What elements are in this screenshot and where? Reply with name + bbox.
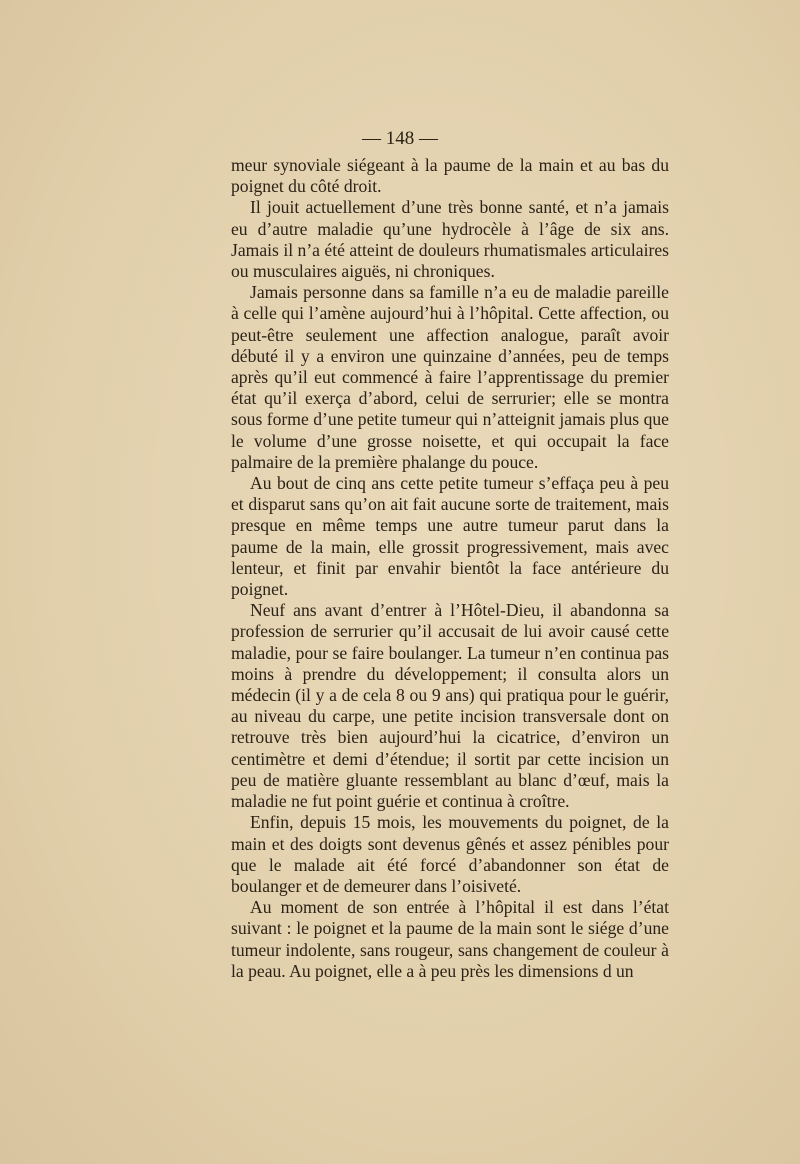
paragraph-5: Neuf ans avant d’entrer à l’Hôtel-Dieu, il abandonna sa profession de serrurier qu’il accusait de lui avoir causé cette maladie, pour se faire boulanger. La tumeur n’en continua pas moins à prendre du développement; il consulta alors un médecin (il y a de cela 8 ou 9 ans) qui pratiqua pour le guérir, au niveau du carpe, une petite incision transversale dont on retrouve très bien aujourd’hui la cicatrice, d’environ un centimètre et demi d’étendue; il sortit par cette incision un peu de matière gluante ressemblant au blanc d’œuf, mais la maladie ne fut point guérie et continua à croître. <box>231 600 669 812</box>
paragraph-3: Jamais personne dans sa famille n’a eu de maladie pareille à celle qui l’amène aujourd’hui à l’hôpital. Cette affection, ou peut-être seulement une affection analogue, paraît avoir débuté il y a environ une quinzaine d’années, peu de temps après qu’il eut commencé à faire l’apprentissage du premier état qu’il exerça d’abord, celui de serrurier; elle se montra sous forme d’une petite tumeur qui n’atteignit jamais plus que le volume d’une grosse noisette, et qui occupait la face palmaire de la première phalange du pouce. <box>231 282 669 472</box>
paragraph-2: Il jouit actuellement d’une très bonne santé, et n’a jamais eu d’autre maladie qu’une hydrocèle à l’âge de six ans. Jamais il n’a été atteint de douleurs rhumatismales articulaires ou musculaires aiguës, ni chroniques. <box>231 197 669 282</box>
paragraph-7: Au moment de son entrée à l’hôpital il est dans l’état suivant : le poignet et la paume de la main sont le siége d’une tumeur indolente, sans rougeur, sans changement de couleur à la peau. Au poignet, elle a à peu près les dimensions d un <box>231 897 669 981</box>
page-number: — 148 — <box>362 128 438 149</box>
paragraph-4: Au bout de cinq ans cette petite tumeur s’effaça peu à peu et disparut sans qu’on ait fait aucune sorte de traitement, mais presque en même temps une autre tumeur parut dans la paume de la main, elle grossit progressivement, mais avec lenteur, et finit par envahir bientôt la face antérieure du poignet. <box>231 473 669 600</box>
paragraph-1: meur synoviale siégeant à la paume de la main et au bas du poignet du côté droit. <box>231 155 669 197</box>
body-text <box>231 155 669 982</box>
paragraph-6: Enfin, depuis 15 mois, les mouvements du poignet, de la main et des doigts sont devenus gênés et assez pénibles pour que le malade ait été forcé d’abandonner son état de boulanger et de demeurer dans l’oisiveté. <box>231 812 669 896</box>
